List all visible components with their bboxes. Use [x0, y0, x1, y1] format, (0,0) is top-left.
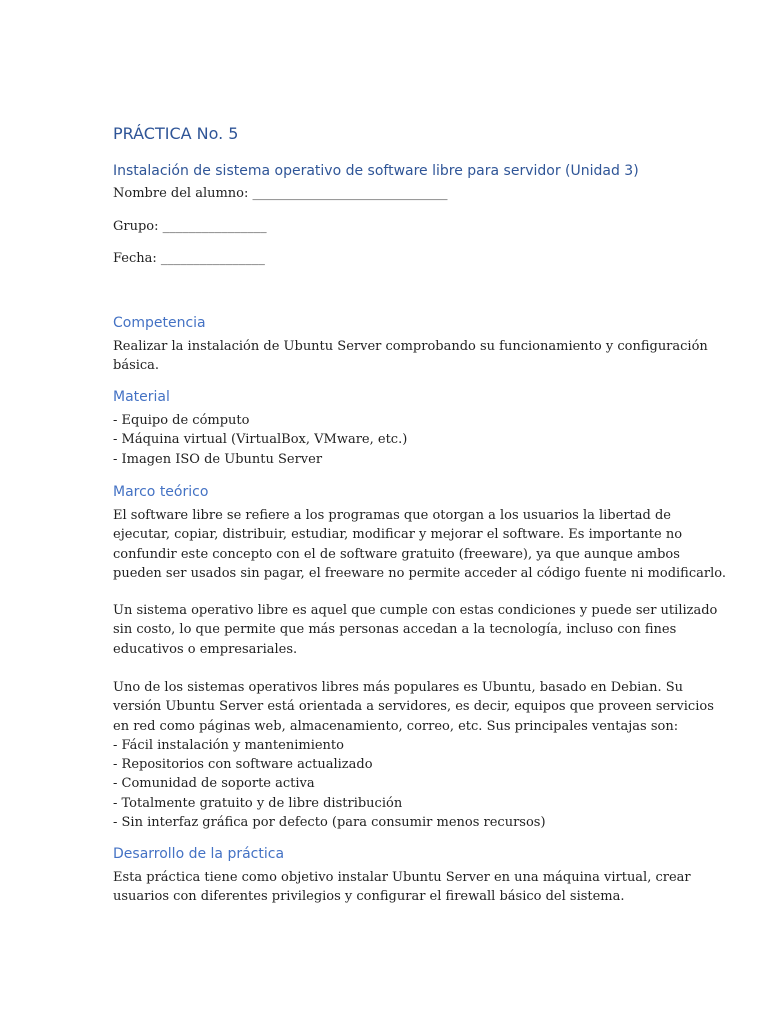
paragraph-line: Realizar la instalación de Ubuntu Server comprobando su funcionamiento y configuración — [113, 339, 708, 354]
paragraph-line: básica. — [113, 358, 160, 374]
date-field: Fecha: ________________ — [113, 251, 265, 266]
paragraph-line: educativos o empresariales. — [113, 641, 298, 657]
paragraph-line: Esta práctica tiene como objetivo instalar Ubuntu Server en una máquina virtual, crear — [113, 870, 691, 885]
paragraph-line: Uno de los sistemas operativos libres más populares es Ubuntu, basado en Debian. Su — [113, 680, 683, 695]
paragraph-line: en red como páginas web, almacenamiento, correo, etc. Sus principales ventajas son: — [113, 718, 679, 734]
document-subtitle: Instalación de sistema operativo de software libre para servidor (Unidad 3) — [113, 163, 639, 179]
list-item: - Fácil instalación y mantenimiento — [113, 737, 344, 753]
marco-paragraph-3 — [113, 678, 714, 832]
paragraph-line: pueden ser usados sin pagar, el freeware no permite acceder al código fuente ni modificarlo. — [113, 565, 726, 581]
marco-paragraph-2 — [113, 601, 718, 659]
material-list — [113, 411, 658, 469]
competencia-heading: Competencia — [113, 315, 206, 331]
list-item: - Imagen ISO de Ubuntu Server — [113, 451, 323, 467]
desarrollo-paragraph — [113, 868, 691, 907]
paragraph-line: sin costo, lo que permite que más personas accedan a la tecnología, incluso con fines — [113, 622, 677, 638]
list-item: - Totalmente gratuito y de libre distribución — [113, 795, 403, 811]
list-item: - Máquina virtual (VirtualBox, VMware, etc.) — [113, 432, 408, 448]
student-name-field: Nombre del alumno: ______________________________ — [113, 186, 448, 201]
paragraph-line: usuarios con diferentes privilegios y configurar el firewall básico del sistema. — [113, 889, 625, 905]
list-item: - Repositorios con software actualizado — [113, 757, 373, 773]
marco-paragraph-1 — [113, 506, 726, 583]
paragraph-line: confundir este concepto con el de software gratuito (freeware), ya que aunque ambos — [113, 546, 680, 562]
competencia-paragraph — [113, 337, 708, 376]
material-heading: Material — [113, 389, 170, 405]
list-item: - Equipo de cómputo — [113, 413, 250, 428]
paragraph-line: El software libre se refiere a los programas que otorgan a los usuarios la libertad de — [113, 508, 671, 523]
paragraph-line: Un sistema operativo libre es aquel que cumple con estas condiciones y puede ser utilizado — [113, 603, 718, 618]
marco-teorico-heading: Marco teórico — [113, 484, 209, 500]
desarrollo-heading: Desarrollo de la práctica — [113, 846, 285, 862]
paragraph-line: versión Ubuntu Server está orientada a servidores, es decir, equipos que proveen servicios — [113, 699, 714, 715]
list-item: - Sin interfaz gráfica por defecto (para consumir menos recursos) — [113, 815, 546, 831]
paragraph-line: ejecutar, copiar, distribuir, estudiar, modificar y mejorar el software. Es importante no — [113, 527, 683, 543]
document-title: PRÁCTICA No. 5 — [113, 124, 239, 143]
group-field: Grupo: ________________ — [113, 219, 267, 234]
list-item: - Comunidad de soporte activa — [113, 776, 315, 792]
